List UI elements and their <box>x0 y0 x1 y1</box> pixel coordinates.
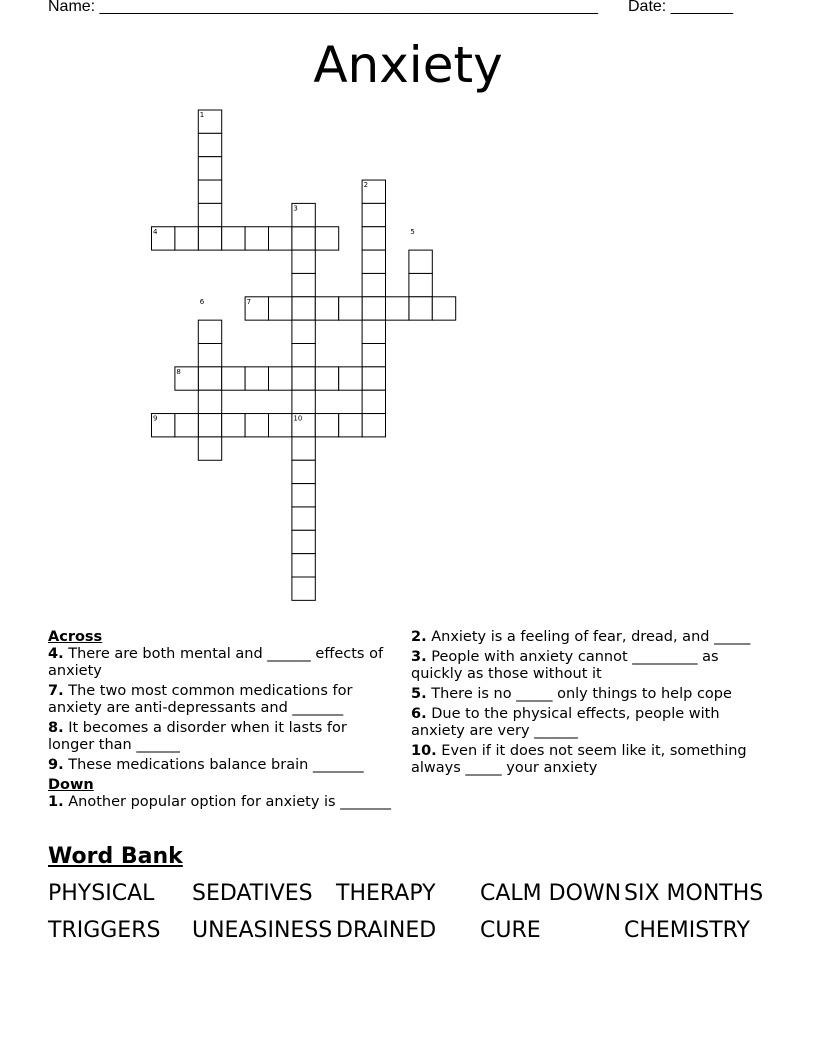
grid-cell[interactable] <box>245 227 268 250</box>
grid-cell[interactable] <box>292 250 315 273</box>
grid-cell[interactable] <box>292 577 315 600</box>
grid-cell[interactable] <box>222 227 245 250</box>
grid-cell[interactable] <box>315 367 338 390</box>
grid-cell[interactable] <box>315 227 338 250</box>
grid-cell[interactable] <box>222 414 245 437</box>
clue-number: 5. <box>411 686 427 702</box>
clue-text: Another popular option for anxiety is _______ <box>63 794 391 810</box>
grid-cell[interactable] <box>198 414 221 437</box>
clue-text: The two most common medications for anxiety are anti-depressants and _______ <box>48 683 353 716</box>
grid-cell[interactable] <box>245 367 268 390</box>
clue-item <box>411 649 771 683</box>
clue-number: 4. <box>48 646 64 662</box>
grid-cell[interactable] <box>292 530 315 553</box>
clue-number-5: 5 <box>410 227 415 236</box>
clue-number-2: 2 <box>363 181 369 190</box>
clue-text: It becomes a disorder when it lasts for longer than ______ <box>48 720 347 753</box>
clue-number-7: 7 <box>246 297 252 306</box>
word-bank-word: CURE <box>480 918 541 943</box>
grid-cell[interactable] <box>292 390 315 413</box>
word-bank-word: CHEMISTRY <box>624 918 750 943</box>
grid-cell[interactable] <box>292 367 315 390</box>
clues-left-column <box>48 629 393 814</box>
word-bank <box>48 882 768 943</box>
grid-cell[interactable] <box>269 297 292 320</box>
clue-number-8: 8 <box>176 367 181 376</box>
grid-cell[interactable] <box>292 507 315 530</box>
clue-text: These medications balance brain _______ <box>63 757 364 773</box>
clue-number: 9. <box>48 757 64 773</box>
grid-cell[interactable] <box>292 273 315 296</box>
grid-cell[interactable] <box>292 460 315 483</box>
clue-number: 10. <box>411 743 437 759</box>
grid-cell[interactable] <box>198 157 221 180</box>
grid-cell[interactable] <box>198 203 221 226</box>
grid-cell[interactable] <box>269 227 292 250</box>
grid-cell[interactable] <box>292 554 315 577</box>
grid-cell[interactable] <box>198 437 221 460</box>
clue-number-6: 6 <box>199 297 205 306</box>
grid-cell[interactable] <box>339 414 362 437</box>
grid-cell[interactable] <box>362 273 385 296</box>
grid-cell[interactable] <box>292 297 315 320</box>
clue-number: 1. <box>48 794 64 810</box>
across-clue-list <box>48 646 393 774</box>
grid-cell[interactable] <box>269 367 292 390</box>
grid-cell[interactable] <box>362 390 385 413</box>
word-bank-word: DRAINED <box>336 918 437 943</box>
clue-text: Anxiety is a feeling of fear, dread, and _____ <box>426 629 751 645</box>
grid-cell[interactable] <box>198 320 221 343</box>
grid-cell[interactable] <box>245 414 268 437</box>
grid-cell[interactable] <box>362 414 385 437</box>
clue-text: Due to the physical effects, people with anxiety are very ______ <box>411 706 720 739</box>
clue-number: 3. <box>411 649 427 665</box>
clue-number-9: 9 <box>153 414 158 423</box>
grid-cell[interactable] <box>175 414 198 437</box>
grid-cell[interactable] <box>339 297 362 320</box>
grid-cell[interactable] <box>198 180 221 203</box>
clue-number-10: 10 <box>293 414 303 423</box>
word-bank-word: CALM DOWN <box>480 881 622 906</box>
grid-cell[interactable] <box>175 227 198 250</box>
grid-cell[interactable] <box>315 297 338 320</box>
grid-cell[interactable] <box>339 367 362 390</box>
word-bank-word: UNEASINESS <box>192 918 333 943</box>
clue-item <box>48 646 393 680</box>
grid-cell[interactable] <box>362 297 385 320</box>
clue-item <box>48 683 393 717</box>
down-clue-list-continued <box>411 629 771 777</box>
grid-cell[interactable] <box>362 203 385 226</box>
clue-text: There is no _____ only things to help cope <box>426 686 732 702</box>
word-bank-word: SIX MONTHS <box>624 881 764 906</box>
clue-number: 7. <box>48 683 64 699</box>
clue-number-3: 3 <box>293 204 298 213</box>
grid-cell[interactable] <box>362 367 385 390</box>
grid-cell[interactable] <box>198 227 221 250</box>
clue-item <box>48 720 393 754</box>
clue-number-4: 4 <box>153 227 158 236</box>
clue-text: People with anxiety cannot _________ as quickly as those without it <box>411 649 719 682</box>
clue-text: There are both mental and ______ effects of anxiety <box>48 646 384 679</box>
clue-number: 8. <box>48 720 64 736</box>
grid-cell[interactable] <box>362 344 385 367</box>
grid-cell[interactable] <box>292 437 315 460</box>
clue-item <box>411 743 771 777</box>
name-field[interactable]: Name: ________________________________________________________ <box>48 0 598 15</box>
grid-cell[interactable] <box>198 367 221 390</box>
grid-cell[interactable] <box>362 250 385 273</box>
grid-cell[interactable] <box>198 133 221 156</box>
clue-number: 2. <box>411 629 427 645</box>
word-bank-word: TRIGGERS <box>48 918 161 943</box>
clue-number-1: 1 <box>199 111 205 119</box>
clue-number: 6. <box>411 706 427 722</box>
clue-item <box>48 794 393 811</box>
grid-cell[interactable] <box>409 297 432 320</box>
grid-cell[interactable] <box>386 297 409 320</box>
grid-cell[interactable] <box>269 414 292 437</box>
grid-cell[interactable] <box>292 484 315 507</box>
page-title: Anxiety <box>313 36 503 94</box>
clue-item <box>48 757 393 774</box>
clue-item <box>411 686 771 703</box>
grid-cell[interactable] <box>362 227 385 250</box>
clue-item <box>411 629 771 646</box>
grid-cell[interactable] <box>409 273 432 296</box>
clue-text: Even if it does not seem like it, something always _____ your anxiety <box>411 743 747 776</box>
grid-cell[interactable] <box>198 390 221 413</box>
across-heading: Across <box>48 629 103 645</box>
word-bank-word: THERAPY <box>336 881 436 906</box>
word-bank-title: Word Bank <box>48 844 183 869</box>
grid-cell[interactable] <box>362 320 385 343</box>
grid-cell[interactable] <box>198 344 221 367</box>
date-field[interactable]: Date: _______ <box>628 0 733 15</box>
grid-cell[interactable] <box>315 414 338 437</box>
clue-item <box>411 706 771 740</box>
down-heading: Down <box>48 777 94 793</box>
grid-cell[interactable] <box>292 344 315 367</box>
grid-cell[interactable] <box>409 250 432 273</box>
grid-cell[interactable] <box>292 227 315 250</box>
word-bank-word: SEDATIVES <box>192 881 313 906</box>
clues-right-column <box>411 629 771 780</box>
down-clue-list <box>48 794 393 811</box>
word-bank-word: PHYSICAL <box>48 881 155 906</box>
grid-cell[interactable] <box>432 297 455 320</box>
grid-cell[interactable] <box>222 367 245 390</box>
grid-cell[interactable] <box>292 320 315 343</box>
